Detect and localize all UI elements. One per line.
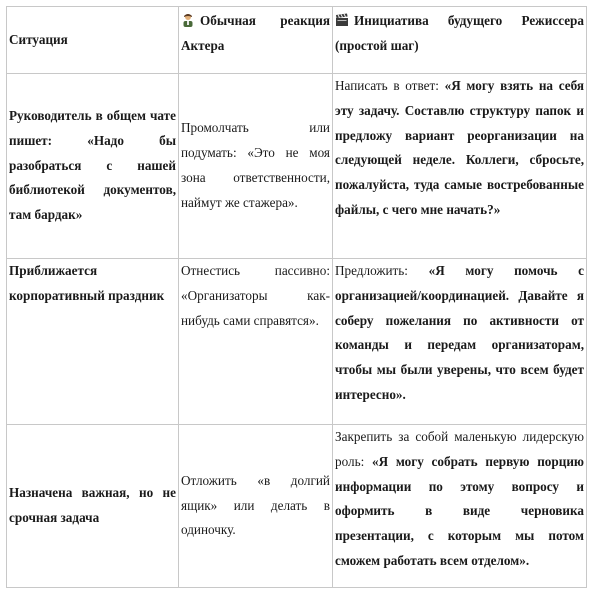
header-row <box>7 7 587 74</box>
actor-reaction-text: Отнестись пассивно: «Организаторы как-нибудь сами справятся». <box>181 263 330 328</box>
director-quote-text: «Я могу помочь с организацией/координацией. Давайте я соберу пожелания по активности от команды и передам организаторам, чтобы мы были уверены, что всем будет интересно». <box>335 263 585 402</box>
header-situation-label: Ситуация <box>9 31 68 47</box>
table-row <box>7 425 587 588</box>
situation-cell <box>7 259 179 425</box>
comparison-table <box>6 6 587 588</box>
director-initiative-cell <box>333 74 587 259</box>
header-actor-label: Обычная реакция Актера <box>181 13 330 53</box>
situation-cell <box>7 425 179 588</box>
clapperboard-icon <box>335 13 349 27</box>
situation-cell <box>7 74 179 259</box>
actor-reaction-cell <box>179 74 333 259</box>
director-initiative-cell <box>333 259 587 425</box>
actor-reaction-text: Отложить «в долгий ящик» или делать в одиночку. <box>181 472 330 538</box>
director-quote-text: «Я могу собрать первую порцию информации по этому вопросу и оформить в виде черновика презентации, с которым мы потом сможем работать всем отделом». <box>335 453 584 568</box>
situation-text: Приближается корпоративный праздник <box>9 263 165 303</box>
header-situation <box>7 7 179 74</box>
situation-text: Назначена важная, но не срочная задача <box>9 485 176 525</box>
director-lead-text: Закрепить за собой маленькую лидерскую роль: <box>335 429 584 469</box>
director-lead-text: Предложить: <box>335 263 429 278</box>
director-initiative-cell <box>333 425 587 588</box>
table-row <box>7 259 587 425</box>
actor-reaction-cell <box>179 259 333 425</box>
person-mask-icon <box>181 13 195 27</box>
director-quote-text: «Я могу взять на себя эту задачу. Составлю структуру папок и предложу вариант реорганизации на следующей неделе. Коллеги, сбросьте, пожалуйста, туда самые востребованные файлы, с чего мне начать?» <box>335 78 584 217</box>
header-director-label: Инициатива будущего Режиссера (простой шаг) <box>335 13 584 53</box>
actor-reaction-cell <box>179 425 333 588</box>
header-director-initiative <box>333 7 587 74</box>
header-actor-reaction <box>179 7 333 74</box>
actor-reaction-text: Промолчать или подумать: «Это не моя зона ответственности, наймут же стажера». <box>181 120 330 210</box>
director-lead-text: Написать в ответ: <box>335 78 445 93</box>
situation-text: Руководитель в общем чате пишет: «Надо бы разобраться с нашей библиотекой документов, там бардак» <box>9 108 176 223</box>
table-row <box>7 74 587 259</box>
